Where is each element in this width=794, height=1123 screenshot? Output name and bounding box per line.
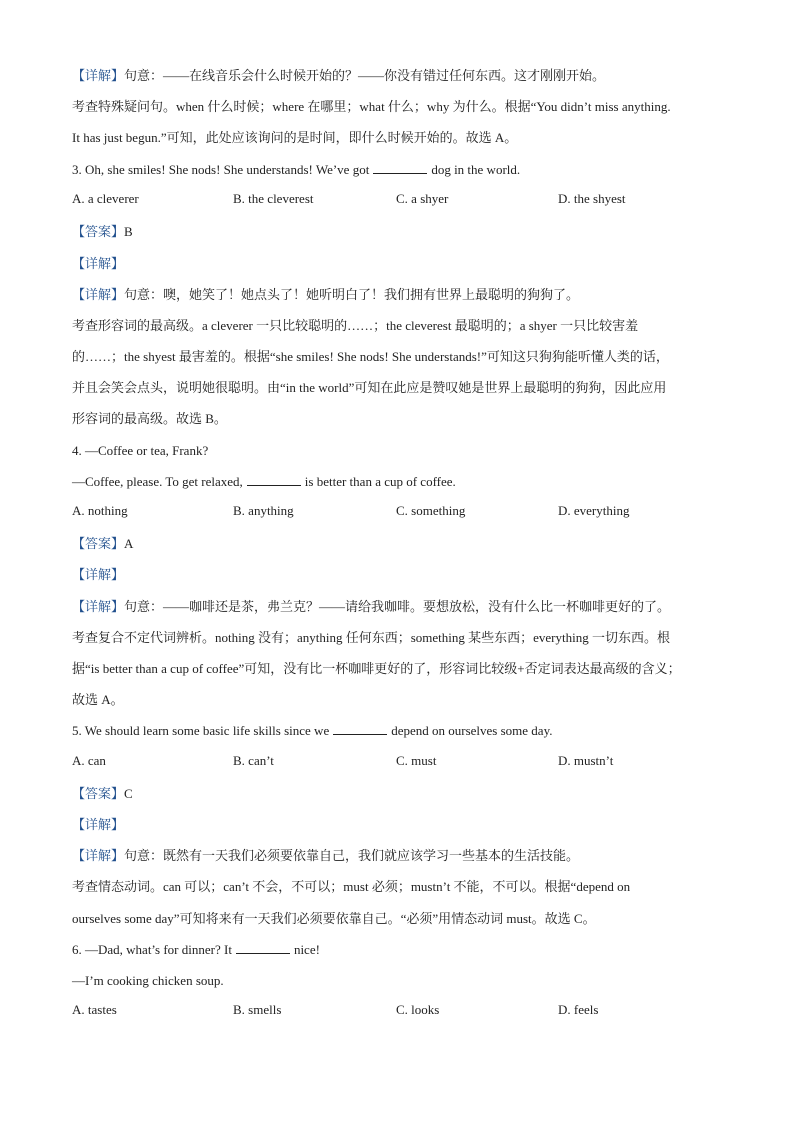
q6-stem-part-a: 6. —Dad, what’s for dinner? It [72, 942, 232, 957]
q4-answer: A [124, 536, 134, 551]
q5-explain-text-1: 句意：既然有一天我们必须要依靠自己，我们就应该学习一些基本的生活技能。 [124, 848, 580, 863]
q5-explain-line-1 [72, 846, 722, 866]
answer-label: 【答案】 [72, 786, 125, 801]
q4-explain-line-3: 据“is better than a cup of coffee”可知，没有比一杯咖啡更好的了，形容词比较级+否定词表达最高级的含义； [72, 661, 681, 676]
q6-stem-1 [72, 940, 722, 960]
q5-stem-part-a: 5. We should learn some basic life skills since we [72, 723, 330, 738]
q3-explain-line-2: 考查形容词的最高级。a cleverer 一只比较聪明的……；the cleverest 最聪明的；a shyer 一只比较害羞 [72, 318, 639, 333]
answer-blank [333, 723, 387, 735]
q4-stem-1: 4. —Coffee or tea, Frank? [72, 443, 209, 458]
q6-option-b: B. smells [233, 1002, 282, 1017]
q5-stem-part-b: depend on ourselves some day. [391, 723, 553, 738]
q2-explain-line-1 [72, 66, 722, 86]
q6-stem-part-b: nice! [293, 942, 320, 957]
q2-explain-text-1: 句意：——在线音乐会什么时候开始的？——你没有错过任何东西。这才刚刚开始。 [124, 68, 606, 83]
q5-option-a: A. can [72, 753, 106, 768]
q2-explain-line-3: It has just begun.”可知，此处应该询问的是时间，即什么时候开始的。故选 A。 [72, 130, 518, 145]
q4-option-d: D. everything [558, 503, 630, 518]
q2-explain-line-2: 考查特殊疑问句。when 什么时候；where 在哪里；what 什么；why 为什么。根据“You didn’t miss anything. [72, 99, 671, 114]
detail-label: 【详解】 [72, 287, 125, 302]
detail-label: 【详解】 [72, 567, 125, 582]
q3-explain-line-1 [72, 285, 722, 305]
q3-explain-line-5: 形容词的最高级。故选 B。 [72, 411, 227, 426]
q3-option-d: D. the shyest [558, 191, 626, 206]
q5-explain-line-3: ourselves some day”可知将来有一天我们必须要依靠自己。“必须”用情态动词 must。故选 C。 [72, 911, 596, 926]
q5-option-b: B. can’t [233, 753, 274, 768]
answer-blank [247, 474, 301, 486]
detail-label: 【详解】 [72, 68, 125, 83]
q3-option-a: A. a cleverer [72, 191, 139, 206]
answer-label: 【答案】 [72, 536, 125, 551]
q5-answer: C [124, 786, 133, 801]
q3-option-b: B. the cleverest [233, 191, 314, 206]
q4-explain-text-1: 句意：——咖啡还是茶，弗兰克？——请给我咖啡。要想放松，没有什么比一杯咖啡更好的了。 [124, 599, 671, 614]
detail-label: 【详解】 [72, 848, 125, 863]
q6-option-a: A. tastes [72, 1002, 117, 1017]
q5-detail-heading [72, 815, 722, 835]
q4-explain-line-1 [72, 597, 722, 617]
answer-blank [373, 162, 427, 174]
q3-answer: B [124, 224, 133, 239]
q5-stem [72, 721, 722, 741]
q4-option-c: C. something [396, 503, 466, 518]
q4-option-a: A. nothing [72, 503, 128, 518]
q4-option-b: B. anything [233, 503, 294, 518]
q4-detail-heading [72, 565, 722, 585]
q3-stem [72, 160, 722, 180]
q6-option-c: C. looks [396, 1002, 440, 1017]
q3-answer-line [72, 222, 722, 242]
q5-explain-line-2: 考查情态动词。can 可以；can’t 不会，不可以；must 必须；mustn’t 不能，不可以。根据“depend on [72, 879, 631, 894]
q3-option-c: C. a shyer [396, 191, 449, 206]
q5-answer-line [72, 784, 722, 804]
q4-explain-line-2: 考查复合不定代词辨析。nothing 没有；anything 任何东西；something 某些东西；everything 一切东西。根 [72, 630, 670, 645]
detail-label: 【详解】 [72, 599, 125, 614]
answer-label: 【答案】 [72, 224, 125, 239]
q3-explain-line-4: 并且会笑会点头，说明她很聪明。由“in the world”可知在此应是赞叹她是世界上最聪明的狗狗，因此应用 [72, 380, 667, 395]
q3-detail-heading [72, 254, 722, 274]
q4-explain-line-4: 故选 A。 [72, 692, 124, 707]
q4-stem-part-b: is better than a cup of coffee. [304, 474, 456, 489]
q3-explain-line-3: 的……；the shyest 最害羞的。根据“she smiles! She nods! She understands!”可知这只狗狗能听懂人类的话， [72, 349, 669, 364]
q3-stem-part-b: dog in the world. [431, 162, 521, 177]
q4-stem-part-a: —Coffee, please. To get relaxed, [72, 474, 243, 489]
q6-option-d: D. feels [558, 1002, 599, 1017]
q4-answer-line [72, 534, 722, 554]
q3-explain-text-1: 句意：噢，她笑了！她点头了！她听明白了！我们拥有世界上最聪明的狗狗了。 [124, 287, 580, 302]
q5-option-d: D. mustn’t [558, 753, 614, 768]
q4-stem-2 [72, 472, 722, 492]
q6-stem-2: —I’m cooking chicken soup. [72, 973, 224, 988]
q3-stem-part-a: 3. Oh, she smiles! She nods! She understands! We’ve got [72, 162, 370, 177]
q5-option-c: C. must [396, 753, 437, 768]
detail-label: 【详解】 [72, 817, 125, 832]
answer-blank [236, 942, 290, 954]
detail-label: 【详解】 [72, 256, 125, 271]
